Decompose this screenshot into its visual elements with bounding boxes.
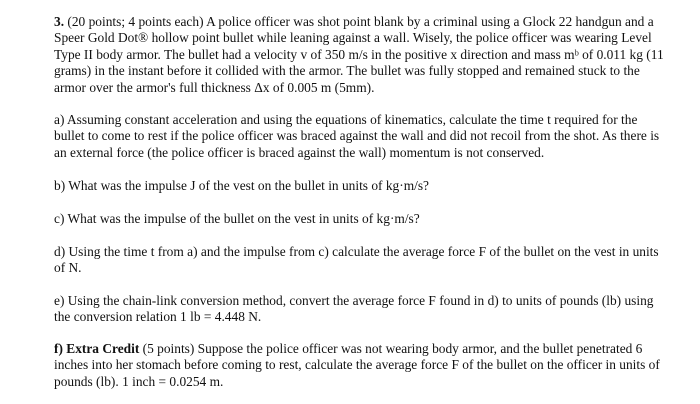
part-d: d) Using the time t from a) and the impulse from c) calculate the average force F of the bullet on the vest in units of N. <box>54 244 659 276</box>
part-f-label: f) Extra Credit <box>54 341 140 356</box>
part-c: c) What was the impulse of the bullet on the vest in units of kg·m/s? <box>54 211 420 226</box>
part-b: b) What was the impulse J of the vest on the bullet in units of kg·m/s? <box>54 178 430 193</box>
question-number: 3. <box>54 14 65 29</box>
question-intro-text: A police officer was shot point blank by a criminal using a Glock 22 handgun and a Speer Gold Dot® hollow point bullet while leaning against a wall. Wisely, the police officer was wearing Level Type II body armor. The bullet had a velocity v of 350 m/s in the positive x direction and mass mᵇ of 0.011 kg (11 grams) in the instant before it collided with the armor. The bullet was fully stopped and remained stuck to the armor over the armor's full thickness Δx of 0.005 m (5mm). <box>54 14 664 95</box>
problem-intro <box>54 14 664 96</box>
part-e: e) Using the chain-link conversion method, convert the average force F found in d) to units of pounds (lb) using the conversion relation 1 lb = 4.448 N. <box>54 293 654 325</box>
part-a: a) Assuming constant acceleration and using the equations of kinematics, calculate the time t required for the bullet to come to rest if the police officer was braced against the wall and did not recoil from the shot. As there is an external force (the police officer is braced against the wall) momentum is not conserved. <box>54 112 660 160</box>
question-points: (20 points; 4 points each) <box>67 14 204 29</box>
part-f-text: (5 points) Suppose the police officer was not wearing body armor, and the bullet penetrated 6 inches into her stomach before coming to rest, calculate the average force F of the bullet on the officer in units of pounds (lb). 1 inch = 0.0254 m. <box>54 341 660 389</box>
part-f <box>54 341 664 390</box>
